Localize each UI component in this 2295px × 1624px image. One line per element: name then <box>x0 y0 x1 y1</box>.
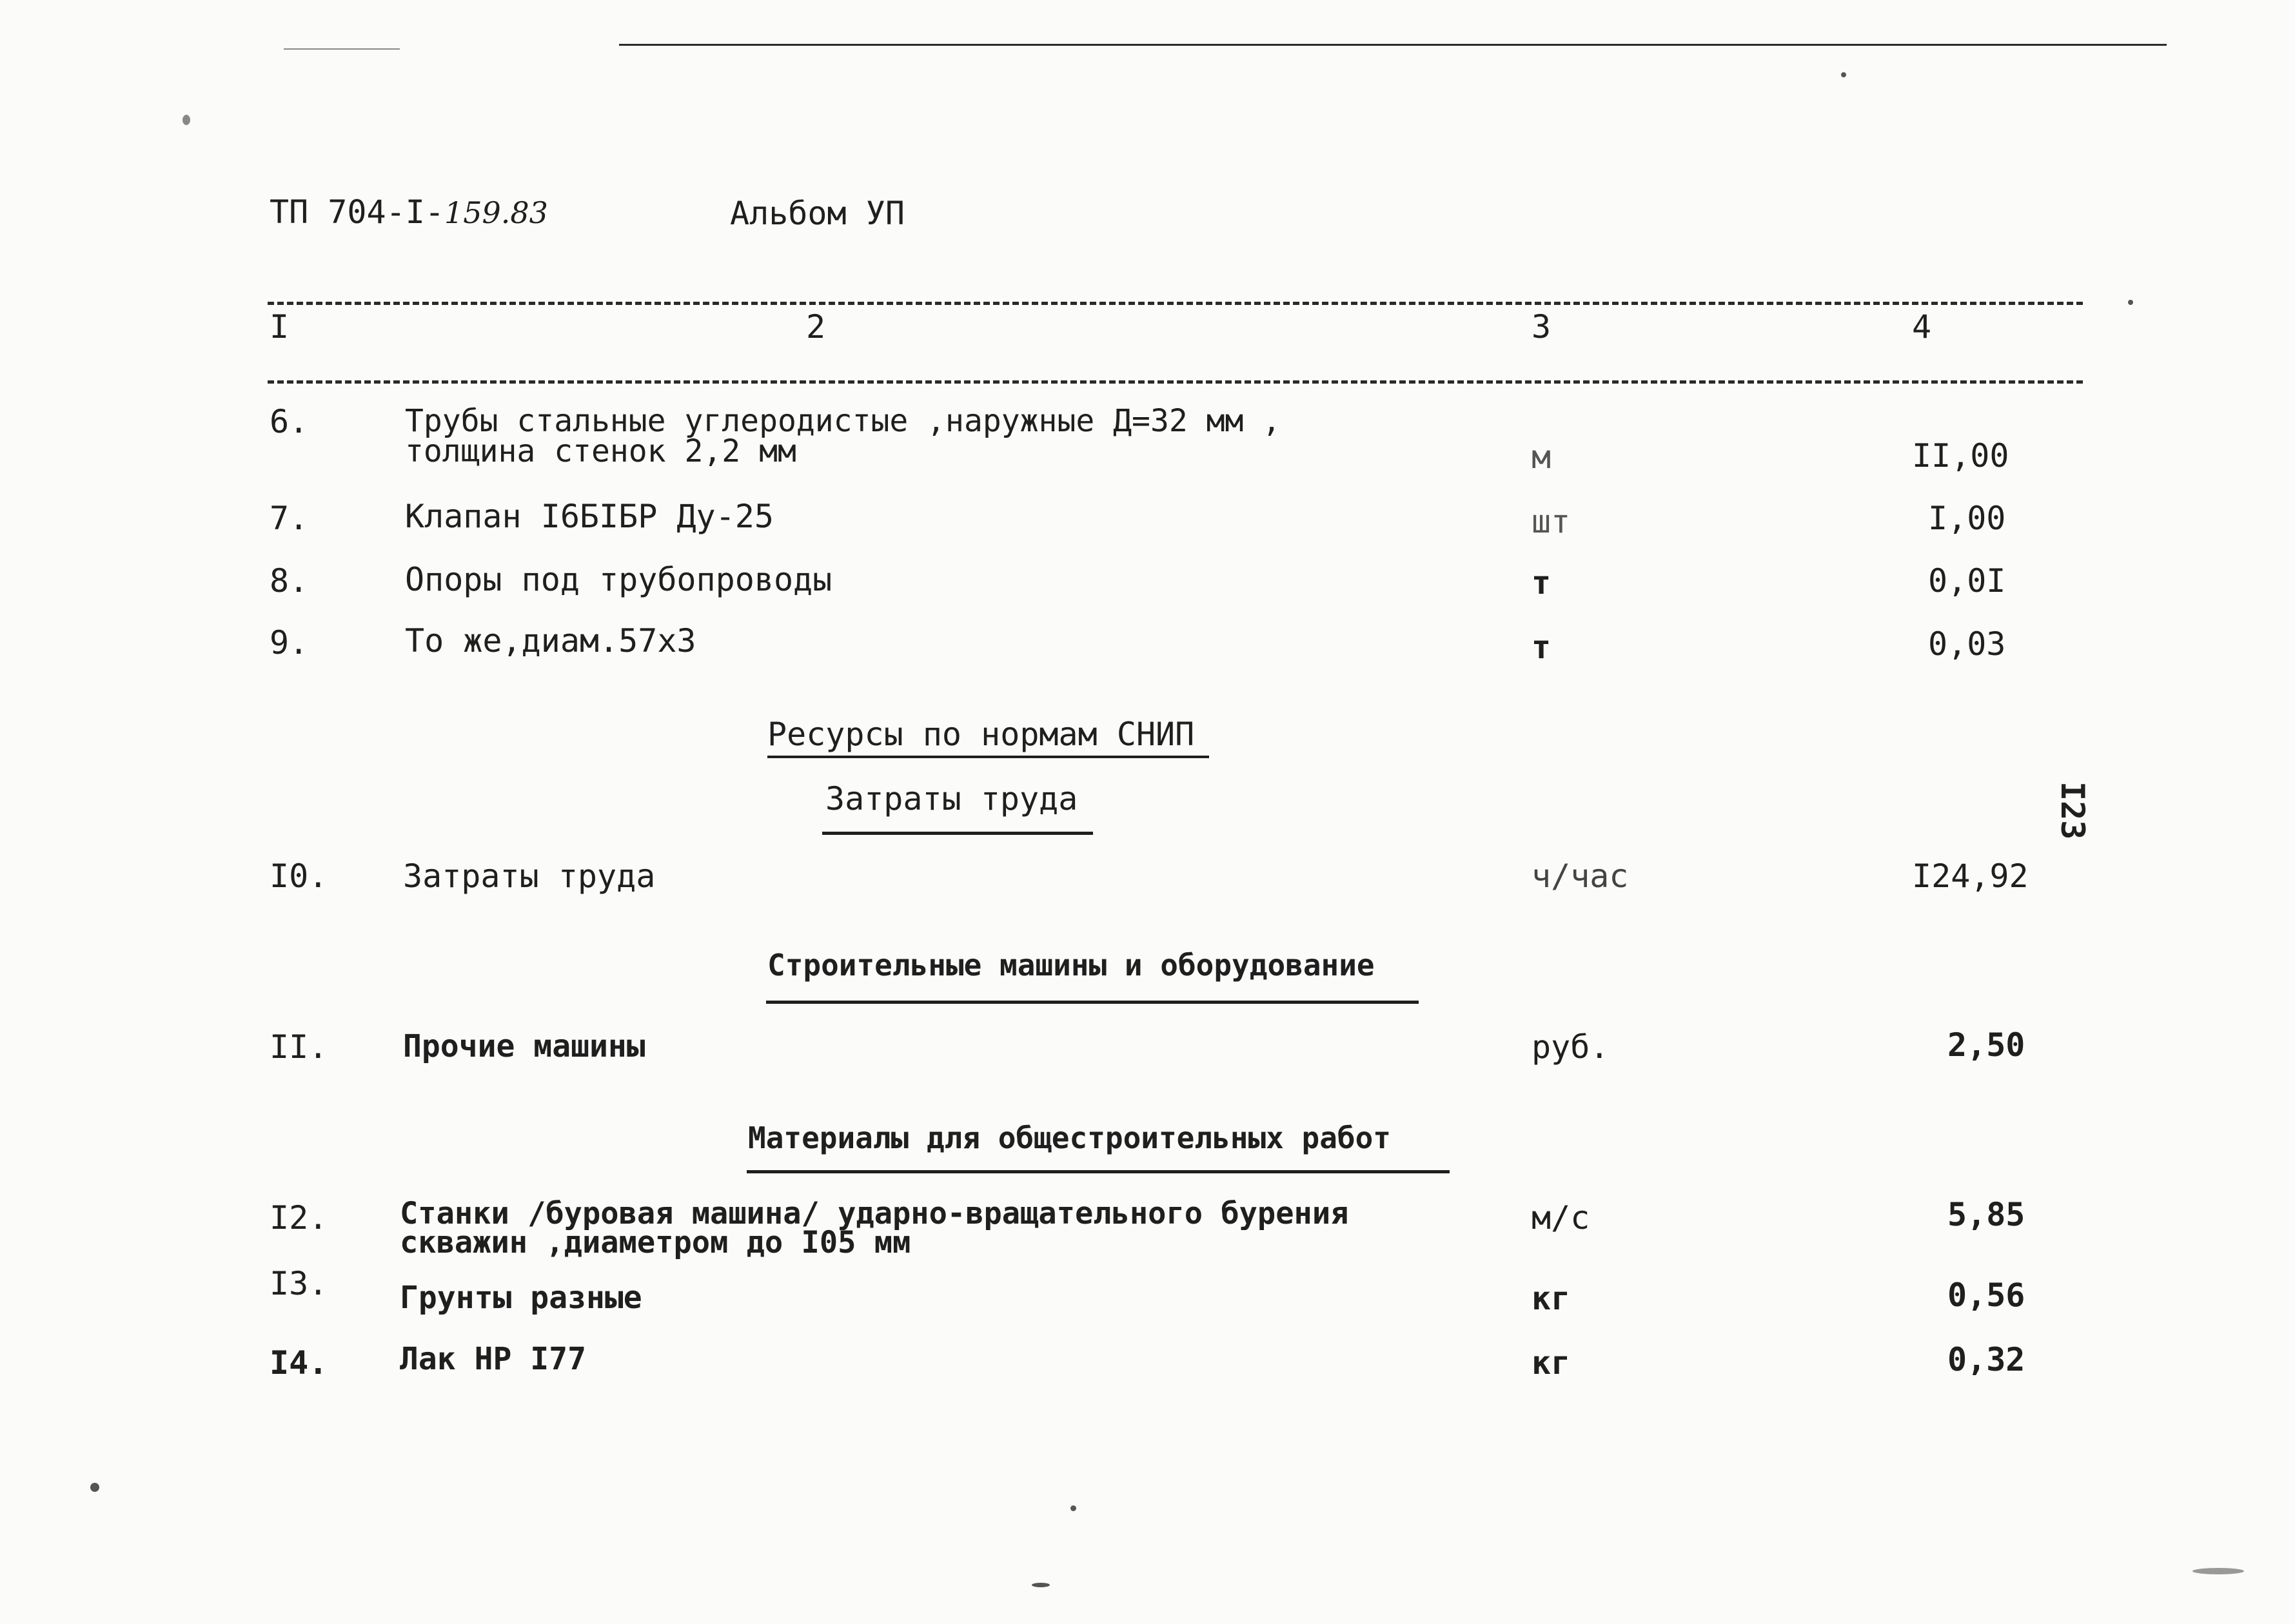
row-number: I0. <box>270 857 328 895</box>
row-quantity: 0,0I <box>1928 562 2006 600</box>
dust-speck <box>1070 1505 1076 1511</box>
row-name: Грунты разные <box>400 1280 642 1316</box>
section-title-resources: Ресурсы по нормам СНИП <box>767 716 1195 753</box>
row-quantity: 2,50 <box>1947 1026 2025 1064</box>
row-number: 8. <box>270 562 309 600</box>
row-name: Станки /буровая машина/ ударно-вращательного бурения <box>400 1196 1349 1231</box>
row-name-continued: толщина стенок 2,2 мм <box>405 433 796 469</box>
table-header-top-rule <box>268 302 2083 305</box>
row-number: 9. <box>270 624 309 661</box>
section-title-machines-underline <box>766 1001 1419 1004</box>
document-code-handwritten: 159.83 <box>444 195 548 230</box>
row-quantity: I,00 <box>1928 500 2006 537</box>
row-number: II. <box>270 1028 328 1066</box>
section-title-machines: Строительные машины и оборудование <box>767 948 1375 983</box>
row-number: 6. <box>270 403 309 440</box>
row-number: I3. <box>270 1265 328 1302</box>
row-unit: руб. <box>1532 1028 1610 1066</box>
dust-speck <box>2192 1568 2244 1574</box>
column-header-4: 4 <box>1912 308 1932 346</box>
row-number: 7. <box>270 500 309 537</box>
dust-speck <box>182 115 190 125</box>
row-unit: ч/час <box>1532 857 1629 895</box>
row-name: Прочие машины <box>403 1028 645 1064</box>
column-header-3: 3 <box>1532 308 1551 346</box>
section-title-labor-underline <box>822 832 1093 835</box>
row-unit: шт <box>1532 503 1571 540</box>
row-name: Опоры под трубопроводы <box>405 561 832 598</box>
row-unit: кг <box>1532 1280 1571 1317</box>
row-quantity: II,00 <box>1912 437 2009 474</box>
column-header-1: I <box>270 308 290 346</box>
dust-speck <box>2128 300 2133 305</box>
row-number: I4. <box>270 1344 328 1382</box>
document-code <box>270 193 548 231</box>
row-quantity: I24,92 <box>1912 857 2029 895</box>
section-title-resources-underline <box>767 756 1209 758</box>
dust-speck <box>1841 72 1846 77</box>
top-border-line-left <box>284 48 400 50</box>
row-name: То же,диам.57х3 <box>405 622 696 660</box>
section-title-materials: Материалы для общестроительных работ <box>748 1120 1391 1155</box>
row-unit: т <box>1532 629 1551 666</box>
row-name: Затраты труда <box>403 857 656 895</box>
page-number: I23 <box>2054 781 2091 840</box>
dust-speck <box>90 1483 99 1492</box>
row-quantity: 5,85 <box>1947 1196 2025 1233</box>
row-unit: кг <box>1532 1344 1571 1382</box>
row-unit: м <box>1532 438 1551 476</box>
section-title-materials-underline <box>747 1170 1450 1173</box>
section-title-labor: Затраты труда <box>825 780 1078 817</box>
row-name: Трубы стальные углеродистые ,наружные Д=32 мм , <box>405 403 1281 439</box>
row-name: Клапан I6БIБР Ду-25 <box>405 498 774 535</box>
album-label: Альбом УП <box>730 195 905 232</box>
table-header-bottom-rule <box>268 380 2083 384</box>
dust-speck <box>1032 1583 1050 1587</box>
row-unit: т <box>1532 564 1551 602</box>
row-number: I2. <box>270 1199 328 1237</box>
row-name-continued: скважин ,диаметром до I05 мм <box>400 1225 911 1260</box>
document-code-print: ТП 704-I- <box>270 193 444 231</box>
top-border-line <box>619 44 2167 46</box>
row-quantity: 0,32 <box>1947 1341 2025 1378</box>
row-quantity: 0,03 <box>1928 625 2006 663</box>
row-name: Лак НР I77 <box>400 1341 586 1377</box>
column-header-2: 2 <box>806 308 826 346</box>
row-quantity: 0,56 <box>1947 1277 2025 1314</box>
row-unit: м/с <box>1532 1199 1590 1237</box>
